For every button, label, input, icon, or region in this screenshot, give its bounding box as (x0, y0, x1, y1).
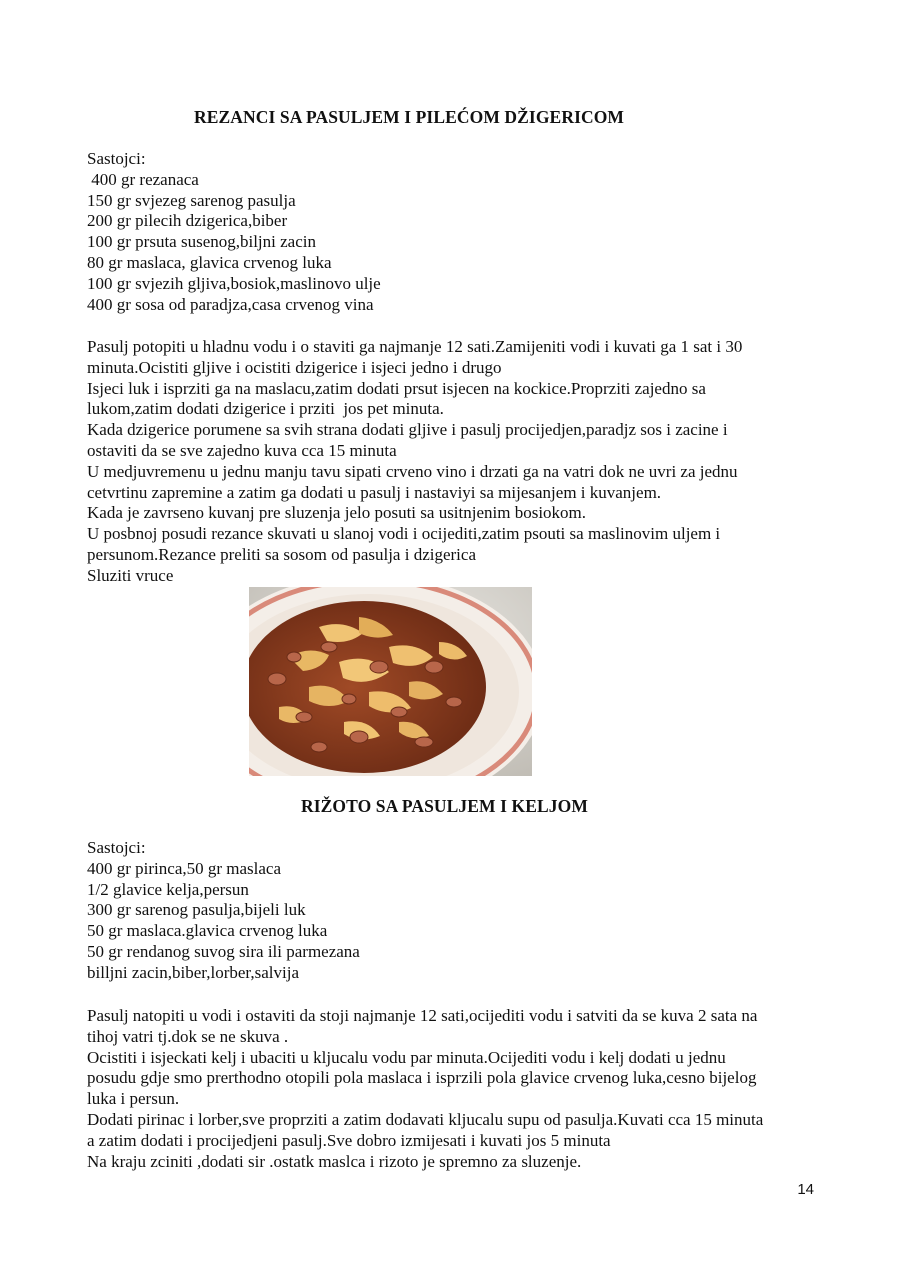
instruction-line: Dodati pirinac i lorber,sve proprziti a zatim dodavati kljucalu supu od pasulja.Kuvati cca 15 minuta (87, 1109, 764, 1129)
ingredient-line: billjni zacin,biber,lorber,salvija (87, 962, 300, 982)
recipe-1-ingredients-heading: Sastojci: (87, 149, 146, 168)
recipe-2-ingredients-heading: Sastojci: (87, 838, 146, 857)
recipe-2-ingredients (87, 838, 817, 984)
instruction-line: Isjeci luk i isprziti ga na maslacu,zatim dodati prsut isjecen na kockice.Proprziti zajedno sa (87, 378, 706, 398)
instruction-line: ostaviti da se sve zajedno kuva cca 15 minuta (87, 440, 397, 460)
instruction-line: lukom,zatim dodati dzigerice i prziti jos pet minuta. (87, 399, 444, 419)
instruction-line: Pasulj natopiti u vodi i ostaviti da stoji najmanje 12 sati,ocijediti vodu i satviti da se kuva 2 sata na (87, 1006, 758, 1025)
ingredient-line: 100 gr prsuta susenog,biljni zacin (87, 232, 316, 252)
ingredient-line: 400 gr sosa od paradjza,casa crvenog vina (87, 294, 374, 314)
recipe-2-title: RIŽOTO SA PASULJEM I KELJOM (301, 796, 588, 816)
instruction-line: Ocistiti i isjeckati kelj i ubaciti u kljucalu vodu par minuta.Ocijediti vodu i kelj dodati u jednu (87, 1047, 726, 1067)
ingredient-line: 1/2 glavice kelja,persun (87, 879, 249, 899)
instruction-line: tihoj vatri tj.dok se ne skuva . (87, 1026, 289, 1046)
instruction-line: Sluziti vruce (87, 565, 174, 585)
recipe-2-instructions (87, 1006, 817, 1172)
instruction-line: minuta.Ocistiti gljive i ocistiti dzigerice i isjeci jedno i drugo (87, 357, 502, 377)
ingredient-line: 50 gr maslaca.glavica crvenog luka (87, 921, 328, 941)
instruction-line: luka i persun. (87, 1089, 180, 1109)
instruction-line: U posbnoj posudi rezance skuvati u slanoj vodi i ocijediti,zatim psouti sa maslinovim uljem i (87, 524, 721, 544)
ingredient-line: 50 gr rendanog suvog sira ili parmezana (87, 941, 360, 961)
instruction-line: Na kraju zciniti ,dodati sir .ostatk maslca i rizoto je spremno za sluzenje. (87, 1151, 582, 1171)
instruction-line: Kada dzigerice porumene sa svih strana dodati gljive i pasulj procijedjen,paradjz sos i zacine i (87, 420, 728, 440)
ingredient-line: 150 gr svjezeg sarenog pasulja (87, 190, 296, 210)
recipe-1-instructions (87, 337, 817, 587)
instruction-line: Pasulj potopiti u hladnu vodu i o staviti ga najmanje 12 sati.Zamijeniti vodi i kuvati ga 1 sat i 30 (87, 337, 743, 356)
instruction-line: Kada je zavrseno kuvanj pre sluzenja jelo posuti sa usitnjenim bosiokom. (87, 503, 587, 523)
instruction-line: posudu gdje smo prerthodno otopili pola maslaca i isprzili pola glavice crvenog luka,cesno bijelog (87, 1068, 757, 1088)
dish-photo (249, 587, 532, 776)
ingredient-line: 100 gr svjezih gljiva,bosiok,maslinovo ulje (87, 273, 381, 293)
ingredient-line: 300 gr sarenog pasulja,bijeli luk (87, 900, 306, 920)
instruction-line: persunom.Rezance preliti sa sosom od pasulja i dzigerica (87, 544, 476, 564)
dish-illustration (249, 587, 532, 776)
page-number: 14 (797, 1181, 814, 1198)
recipe-1-title: REZANCI SA PASULJEM I PILEĆOM DŽIGERICOM (194, 107, 625, 127)
recipe-1-ingredients (87, 149, 817, 315)
instruction-line: U medjuvremenu u jednu manju tavu sipati crveno vino i drzati ga na vatri dok ne uvri za jednu (87, 461, 738, 481)
ingredient-line: 400 gr pirinca,50 gr maslaca (87, 858, 282, 878)
instruction-line: cetvrtinu zapremine a zatim ga dodati u pasulj i nastaviyi sa mijesanjem i kuvanjem. (87, 482, 662, 502)
ingredient-line: 200 gr pilecih dzigerica,biber (87, 211, 288, 231)
ingredient-line: 400 gr rezanaca (87, 169, 199, 189)
ingredient-line: 80 gr maslaca, glavica crvenog luka (87, 252, 332, 272)
instruction-line: a zatim dodati i procijedjeni pasulj.Sve dobro izmijesati i kuvati jos 5 minuta (87, 1130, 611, 1150)
